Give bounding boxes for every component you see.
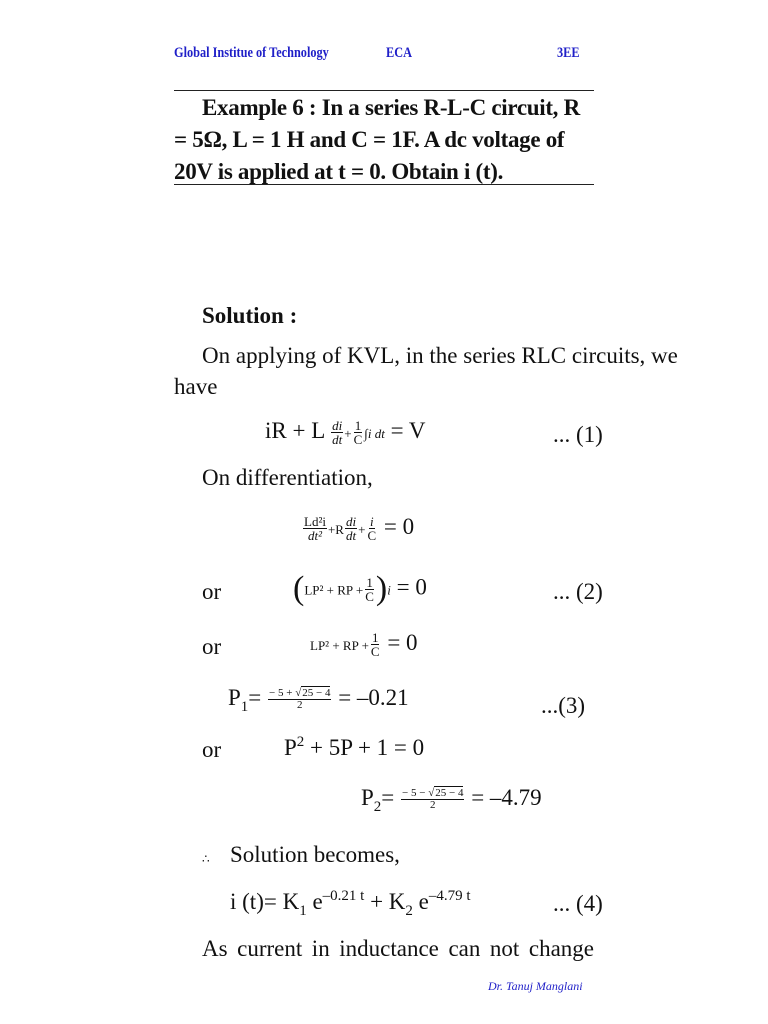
p2-equation: $P_2=$ $\frac{- 5 - √25 - 4}{2}$ = –4.79 — [361, 785, 542, 815]
solution-becomes: Solution becomes, — [230, 842, 400, 867]
on-differentiation: On differentiation, — [202, 465, 373, 490]
equation-4-label: ... (4) — [553, 891, 603, 916]
example-title: Example 6 : In a series R-L-C circuit, R = 5Ω, L = 1 H and C = 1F. A dc voltage of 20V is applied at t = 0. Obtain i (t). — [174, 95, 580, 184]
author-signature: Dr. Tanuj Manglani — [488, 979, 583, 993]
equation-4: i $(t)= K_1$ $e^{-0.21 t} + K_2$ $e^{-4.79 t}$ — [230, 888, 471, 919]
equation-2: (LP² + RP + $\frac{1}{C}$ )i = 0 — [293, 570, 427, 607]
header-institute: Global Institue of Technology — [174, 45, 329, 61]
differentiated-equation: $\frac{\text{Ld²i}}{\text{dt²}}$ +R $\frac{di}{dt}$ + $\frac{i}{C}$ = 0 — [304, 514, 415, 544]
header-subject: ECA — [386, 45, 412, 61]
last-line: As current in inductance can not change — [202, 936, 594, 961]
intro-line-2: have — [174, 374, 218, 399]
equation-1-label: ... (1) — [553, 422, 603, 447]
characteristic-equation: LP² + RP + $\frac{1}{C}$ = 0 — [310, 630, 418, 660]
equation-1: iR + L $\frac{di}{dt}$ + $\frac{1}{C}$ ∫i dt = V — [265, 418, 426, 448]
solution-heading: Solution : — [202, 303, 298, 328]
quadratic-equation: $P^2 + 5P + 1 = 0$ — [284, 734, 425, 760]
header-class: 3EE — [557, 45, 580, 61]
equation-3-label: ...(3) — [541, 693, 586, 718]
intro-line-1: On applying of KVL, in the series RLC circuits, we — [202, 343, 678, 368]
p1-equation: $P_1=$ $\frac{- 5 + √25 - 4}{2}$ = –0.21 — [228, 685, 409, 715]
title-bottom-rule — [174, 184, 594, 185]
or-3: or — [202, 737, 222, 762]
title-top-rule — [174, 90, 594, 91]
or-2: or — [202, 634, 222, 659]
therefore-symbol: ∴ — [202, 852, 210, 866]
equation-2-label: ... (2) — [553, 579, 603, 604]
or-1: or — [202, 579, 222, 604]
